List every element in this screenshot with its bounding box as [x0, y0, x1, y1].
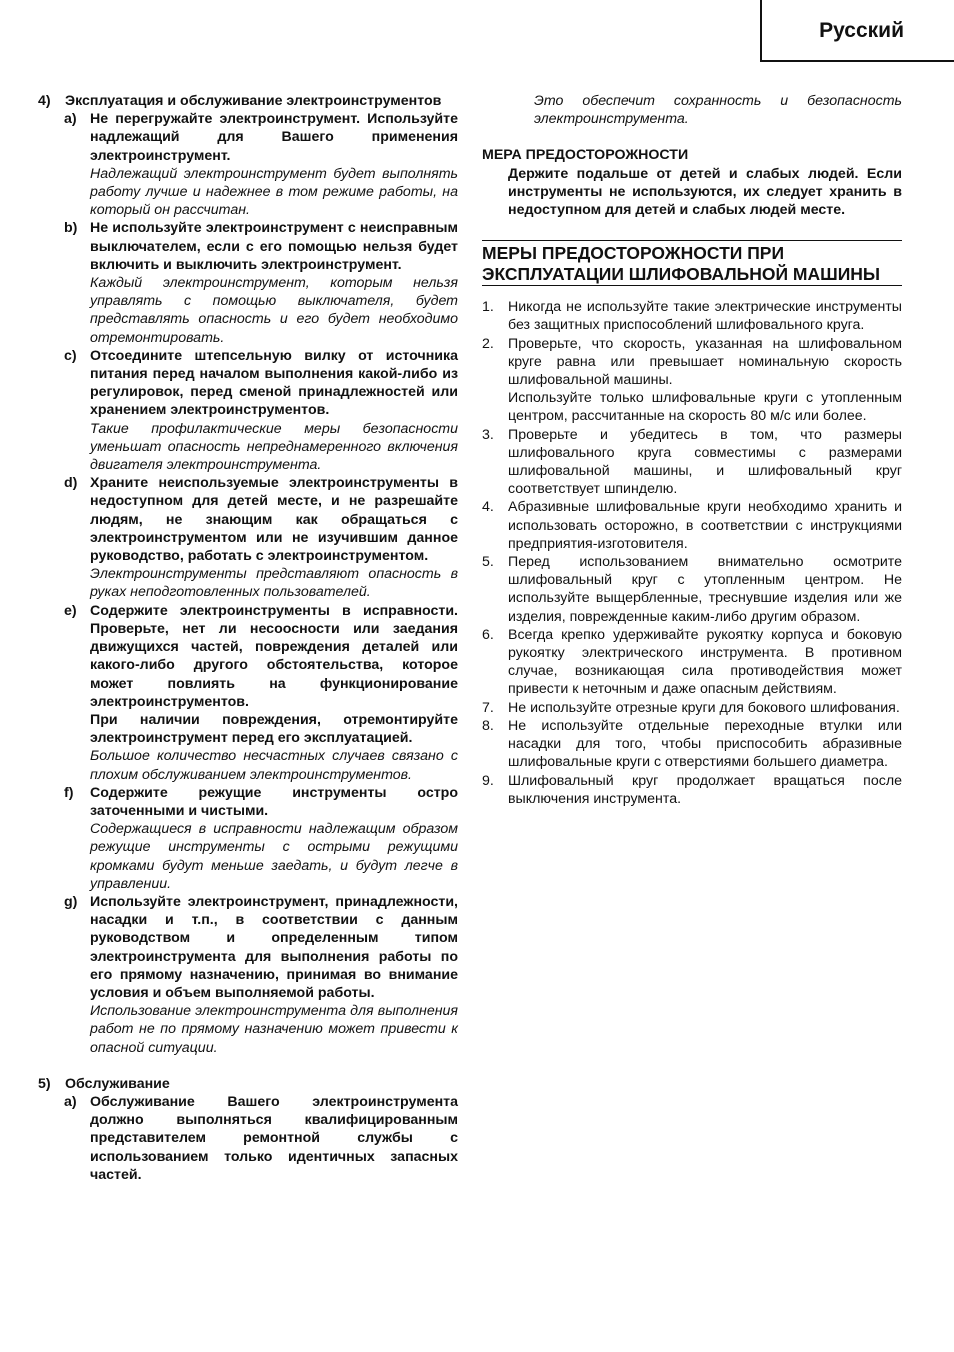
- list-item: [482, 426, 902, 499]
- item-number: 2.: [482, 335, 494, 352]
- list-item-e: [38, 602, 458, 784]
- item-number: 5.: [482, 554, 494, 571]
- left-column: [38, 92, 458, 1184]
- grinder-precautions-heading: МЕРЫ ПРЕДОСТОРОЖНОСТИ ПРИ ЭКСПЛУАТАЦИИ ШЛИФОВАЛЬНОЙ МАШИНЫ: [482, 240, 902, 286]
- item-bold-text: Содержите электроинструменты в исправности. Проверьте, нет ли несоосности или заедания движущихся частей, повреждения деталей или какого-либо другого обстоятельства, которое может повлиять на функционирование электроинструментов.: [90, 602, 458, 710]
- item-number: 9.: [482, 772, 494, 789]
- item-label: a): [64, 1093, 77, 1110]
- item-text: Шлифовальный круг продолжает вращаться после выключения инструмента.: [508, 772, 902, 807]
- item-bold-text: Не перегружайте электроинструмент. Используйте надлежащий для Вашего применения электроинструмент.: [90, 111, 458, 164]
- item-text: Проверьте, что скорость, указанная на шлифовальном круге равна или превышает номинальную скорость шлифовальной машины.: [508, 335, 902, 389]
- list-item: [482, 699, 902, 717]
- list-item: [482, 626, 902, 699]
- item-number: 8.: [482, 717, 494, 734]
- item-text: Перед использованием внимательно осмотрите шлифовальный круг с утопленным центром. Не используйте выщербленные, треснувшие изделия или же изделия, поврежденные каким-либо другим образом.: [508, 554, 902, 625]
- item-italic-text: Содержащиеся в исправности надлежащим образом режущие инструменты с острыми режущими кромками будут меньше заедать, и будут легче в управлении.: [90, 821, 458, 892]
- right-column: [482, 92, 902, 808]
- item-number: 7.: [482, 699, 494, 716]
- item-text: Проверьте и убедитесь в том, что размеры шлифовального круга совместимы с размерами шлифовальной машины, и шлифовальный круг соответствует шпинделю.: [508, 426, 902, 498]
- item-label: g): [64, 893, 78, 910]
- section-title-text: Обслуживание: [65, 1075, 170, 1092]
- item-number: 4.: [482, 499, 494, 516]
- list-item: [482, 335, 902, 426]
- precautions-list: [482, 298, 902, 808]
- item-italic-text: Надлежащий электроинструмент будет выполнять работу лучше и надежнее в том режиме работы, на который он рассчитан.: [90, 165, 458, 219]
- item-text-2: Используйте только шлифовальные круги с утопленным центром, рассчитанные на скорость 80 м/с или более.: [508, 390, 902, 425]
- section-number: 5): [38, 1075, 51, 1092]
- language-label: Русский: [819, 19, 904, 42]
- continuation-text: Это обеспечит сохранность и безопасность электроинструмента.: [534, 93, 902, 128]
- item-text: Не используйте отрезные круги для бокового шлифования.: [508, 699, 900, 716]
- list-item: [482, 498, 902, 553]
- list-item: [482, 772, 902, 808]
- section-4-title: [38, 92, 458, 110]
- item-label: a): [64, 111, 77, 128]
- item-italic-text: Большое количество несчастных случаев связано с плохим обслуживанием электроинструментов.: [90, 748, 458, 783]
- item-text: Не используйте отдельные переходные втулки или насадки для того, чтобы приспособить абразивные шлифовальные круги с отверстиями большего диаметра.: [508, 717, 902, 771]
- caution-title: МЕРА ПРЕДОСТОРОЖНОСТИ: [482, 147, 689, 164]
- item-label: d): [64, 475, 78, 492]
- list-item-a: [38, 1093, 458, 1184]
- list-item: [482, 298, 902, 334]
- item-bold-text: Используйте электроинструмент, принадлежности, насадки и т.п., в соответствии с данным руководством и определенным типом электроинструмента для выполнения работы по его прямому назначению, принимая во внимание условия и объем выполняемой работы.: [90, 893, 458, 1001]
- item-label: e): [64, 602, 77, 619]
- list-item-g: [38, 893, 458, 1057]
- item-text: Абразивные шлифовальные круги необходимо хранить и использовать осторожно, в соответствии с инструкциями предприятия-изготовителя.: [508, 499, 902, 552]
- caution-body: Держите подальше от детей и слабых людей. Если инструменты не используются, их следует хранить в недоступном для детей и слабых людей месте.: [508, 165, 902, 219]
- item-bold-text-2: При наличии повреждения, отремонтируйте электроинструмент перед его эксплуатацией.: [90, 711, 458, 747]
- list-item: [482, 717, 902, 772]
- item-bold-text: Отсоедините штепсельную вилку от источника питания перед началом выполнения какой-либо из регулировок, перед сменой принадлежностей или хранением электроинструментов.: [90, 347, 458, 419]
- item-bold-text: Не используйте электроинструмент с неисправным выключателем, если с его помощью нельзя будет включить и выключить электроинструмент.: [90, 220, 458, 273]
- list-item-f: [38, 784, 458, 893]
- item-label: f): [64, 784, 74, 801]
- item-italic-text: Каждый электроинструмент, которым нельзя управлять с помощью выключателя, будет представлять опасность и его будет необходимо отремонтировать.: [90, 275, 458, 346]
- section-number: 4): [38, 93, 51, 109]
- section-title-text: Эксплуатация и обслуживание электроинструментов: [65, 93, 442, 109]
- item-number: 1.: [482, 299, 494, 316]
- item-italic-text: Электроинструменты представляют опасность в руках неподготовленных пользователей.: [90, 566, 458, 601]
- item-italic-text: Использование электроинструмента для выполнения работ не по прямому назначению может привести к опасной ситуации.: [90, 1003, 458, 1056]
- section-5-title: [38, 1075, 458, 1093]
- list-item: [482, 553, 902, 626]
- item-label: c): [64, 347, 77, 364]
- list-item-b: [38, 219, 458, 346]
- language-tab: [760, 0, 954, 62]
- list-item-d: [38, 474, 458, 601]
- item-bold-text: Обслуживание Вашего электроинструмента должно выполняться квалифицированным представителем ремонтной службы с использованием только идентичных запасных частей.: [90, 1093, 458, 1183]
- item-italic-text: Такие профилактические меры безопасности уменьшат опасность непреднамеренного включения двигателя электроинструмента.: [90, 420, 458, 474]
- item-number: 3.: [482, 426, 494, 443]
- item-number: 6.: [482, 626, 494, 643]
- item-text: Всегда крепко удерживайте рукоятку корпуса и боковую рукоятку электрического инструмента. В противном случае, возникающая сила противодействия может привести к неточным и даже опасным действиям.: [508, 626, 902, 698]
- list-item-a: [38, 110, 458, 219]
- item-text: Никогда не используйте такие электрические инструменты без защитных приспособлений шлифовального круга.: [508, 299, 902, 334]
- item-label: b): [64, 220, 78, 237]
- list-item-c: [38, 347, 458, 474]
- item-bold-text: Храните неиспользуемые электроинструменты в недоступном для детей месте, и не разрешайте людям, не знающим как обращаться с электроинструментом или не изучившим данное руководство, работать с электроинструментом.: [90, 475, 458, 565]
- item-bold-text: Содержите режущие инструменты остро заточенными и чистыми.: [90, 784, 458, 819]
